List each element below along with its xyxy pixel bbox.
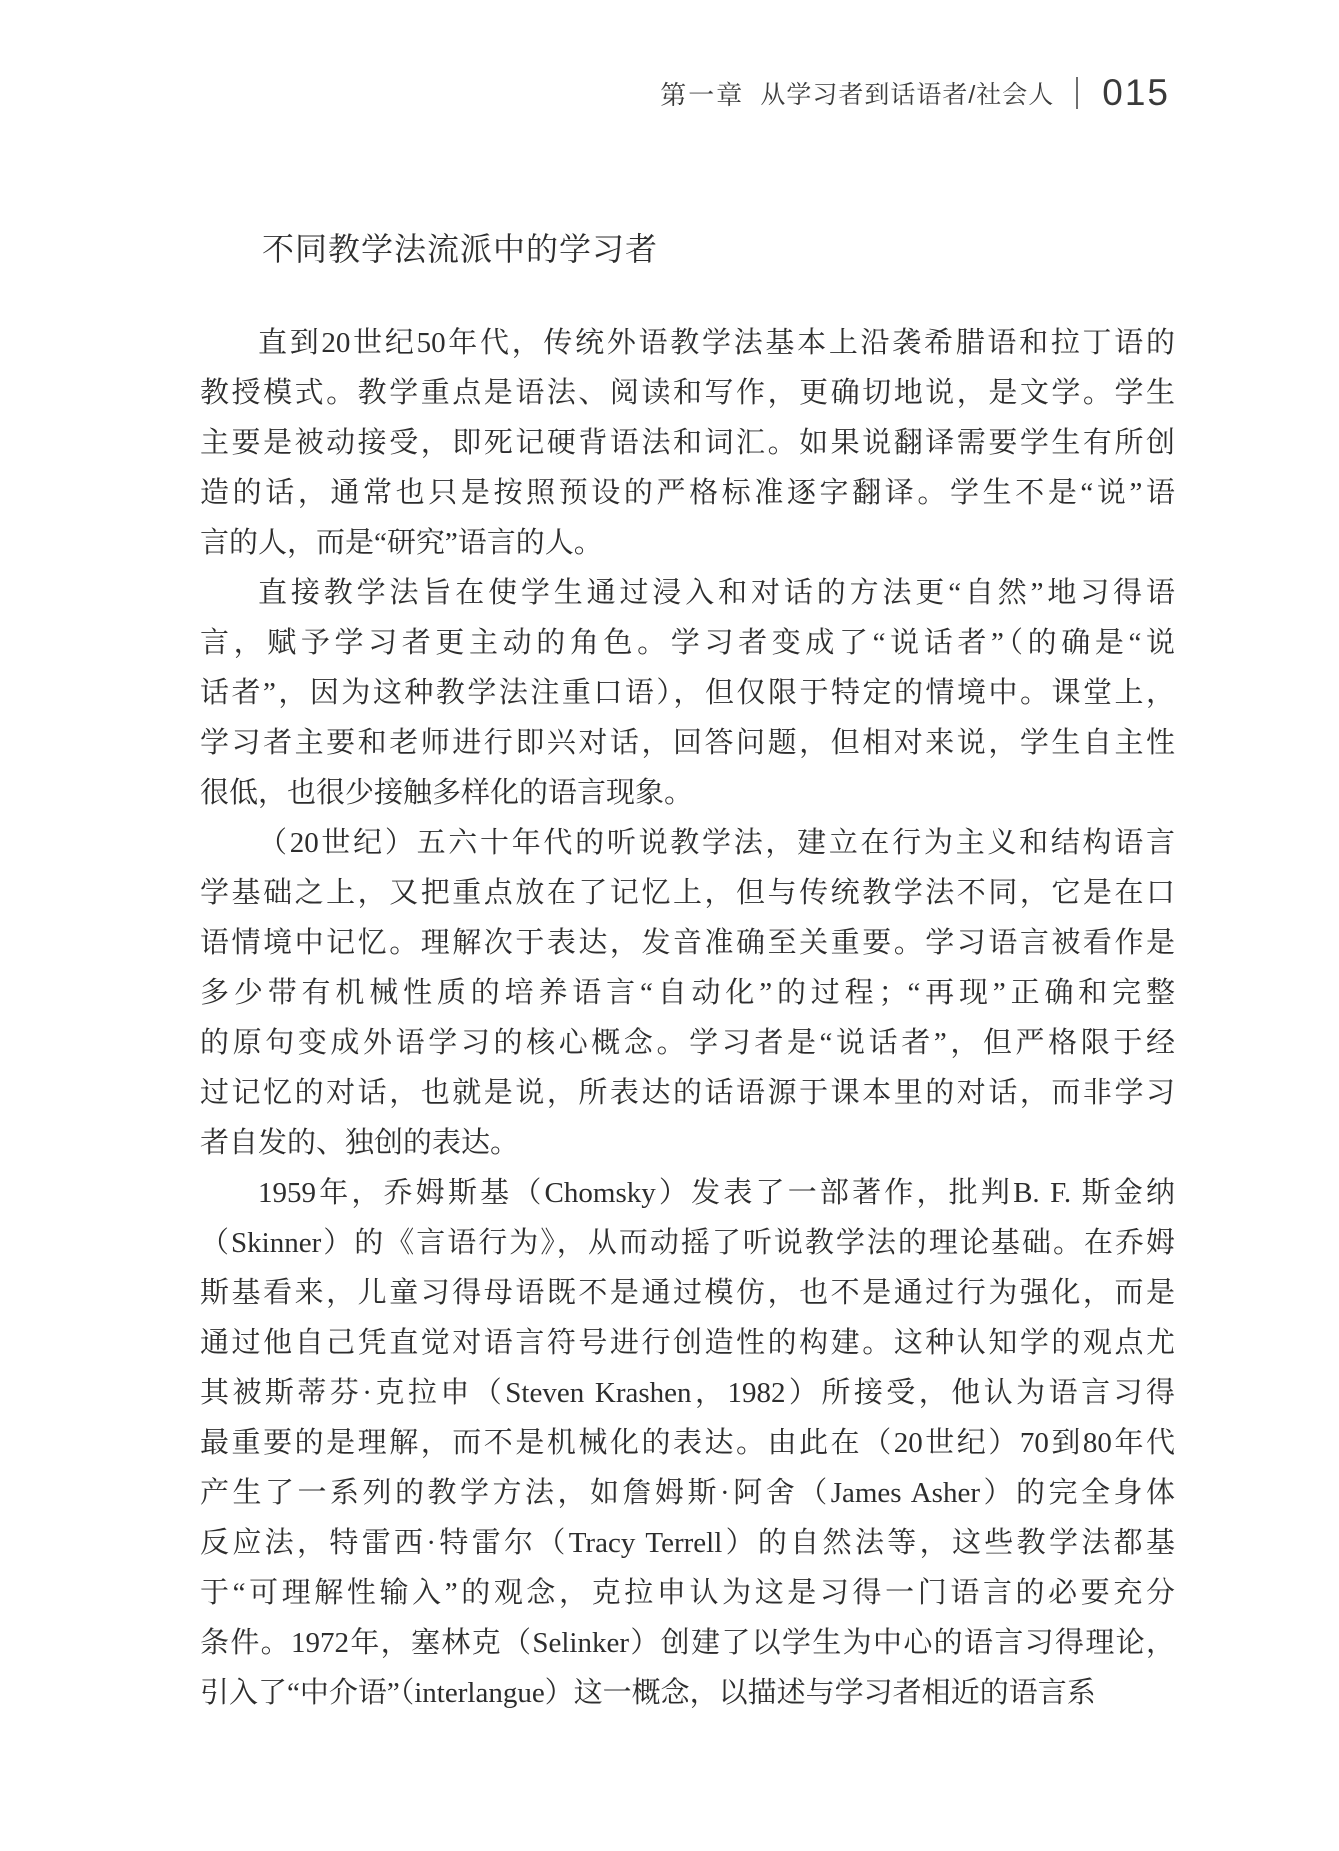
page-number: 015 bbox=[1102, 72, 1170, 113]
text-line: 造的话，通常也只是按照预设的严格标准逐字翻译。学生不是“说”语 bbox=[200, 477, 1175, 509]
text-line: 很低，也很少接触多样化的语言现象。 bbox=[200, 777, 694, 809]
text-line: 于“可理解性输入”的观念，克拉申认为这是习得一门语言的必要充分 bbox=[200, 1577, 1175, 1609]
text-line: 者自发的、独创的表达。 bbox=[200, 1127, 520, 1159]
text-line: 主要是被动接受，即死记硬背语法和词汇。如果说翻译需要学生有所创 bbox=[200, 427, 1175, 459]
text-block bbox=[200, 318, 1175, 1718]
text-line: 过记忆的对话，也就是说，所表达的话语源于课本里的对话，而非学习 bbox=[200, 1077, 1175, 1109]
running-header bbox=[0, 72, 1170, 114]
text-line: 教授模式。教学重点是语法、阅读和写作，更确切地说，是文学。学生 bbox=[200, 377, 1175, 409]
text-line: 言，赋予学习者更主动的角色。学习者变成了“说话者”（的确是“说 bbox=[200, 627, 1175, 659]
chapter-title: 从学习者到话语者/社会人 bbox=[760, 81, 1055, 109]
text-line: 其被斯蒂芬·克拉申（Steven Krashen，1982）所接受，他认为语言习得 bbox=[200, 1377, 1175, 1409]
text-line: 学习者主要和老师进行即兴对话，回答问题，但相对来说，学生自主性 bbox=[200, 727, 1175, 759]
text-line: 最重要的是理解，而不是机械化的表达。由此在（20世纪）70到80年代 bbox=[200, 1427, 1175, 1459]
text-line: 直到20世纪50年代，传统外语教学法基本上沿袭希腊语和拉丁语的 bbox=[258, 327, 1175, 359]
text-line: （Skinner）的《言语行为》，从而动摇了听说教学法的理论基础。在乔姆 bbox=[200, 1227, 1175, 1259]
text-line: 产生了一系列的教学方法，如詹姆斯·阿舍（James Asher）的完全身体 bbox=[200, 1477, 1175, 1509]
section-title: 不同教学法流派中的学习者 bbox=[262, 231, 659, 267]
text-line: 反应法，特雷西·特雷尔（Tracy Terrell）的自然法等，这些教学法都基 bbox=[200, 1527, 1175, 1559]
text-line: 通过他自己凭直觉对语言符号进行创造性的构建。这种认知学的观点尤 bbox=[200, 1327, 1175, 1359]
text-line: 学基础之上，又把重点放在了记忆上，但与传统教学法不同，它是在口 bbox=[200, 877, 1175, 909]
text-line: 1959年，乔姆斯基（Chomsky）发表了一部著作，批判B. F. 斯金纳 bbox=[258, 1177, 1175, 1209]
chapter-label: 第一章 bbox=[660, 79, 745, 110]
header-separator bbox=[1076, 77, 1078, 109]
text-line: 条件。1972年，塞林克（Selinker）创建了以学生为中心的语言习得理论， bbox=[200, 1627, 1175, 1659]
text-line: （20世纪）五六十年代的听说教学法，建立在行为主义和结构语言 bbox=[258, 827, 1175, 859]
text-line: 斯基看来，儿童习得母语既不是通过模仿，也不是通过行为强化，而是 bbox=[200, 1277, 1175, 1309]
text-line: 直接教学法旨在使学生通过浸入和对话的方法更“自然”地习得语 bbox=[258, 577, 1175, 609]
text-line: 引入了“中介语”（interlangue）这一概念，以描述与学习者相近的语言系 bbox=[200, 1677, 1096, 1709]
text-line: 言的人，而是“研究”语言的人。 bbox=[200, 527, 603, 559]
text-line: 的原句变成外语学习的核心概念。学习者是“说话者”，但严格限于经 bbox=[200, 1027, 1175, 1059]
text-line: 语情境中记忆。理解次于表达，发音准确至关重要。学习语言被看作是 bbox=[200, 927, 1175, 959]
text-line: 话者”，因为这种教学法注重口语），但仅限于特定的情境中。课堂上， bbox=[200, 677, 1175, 709]
text-line: 多少带有机械性质的培养语言“自动化”的过程；“再现”正确和完整 bbox=[200, 977, 1175, 1009]
